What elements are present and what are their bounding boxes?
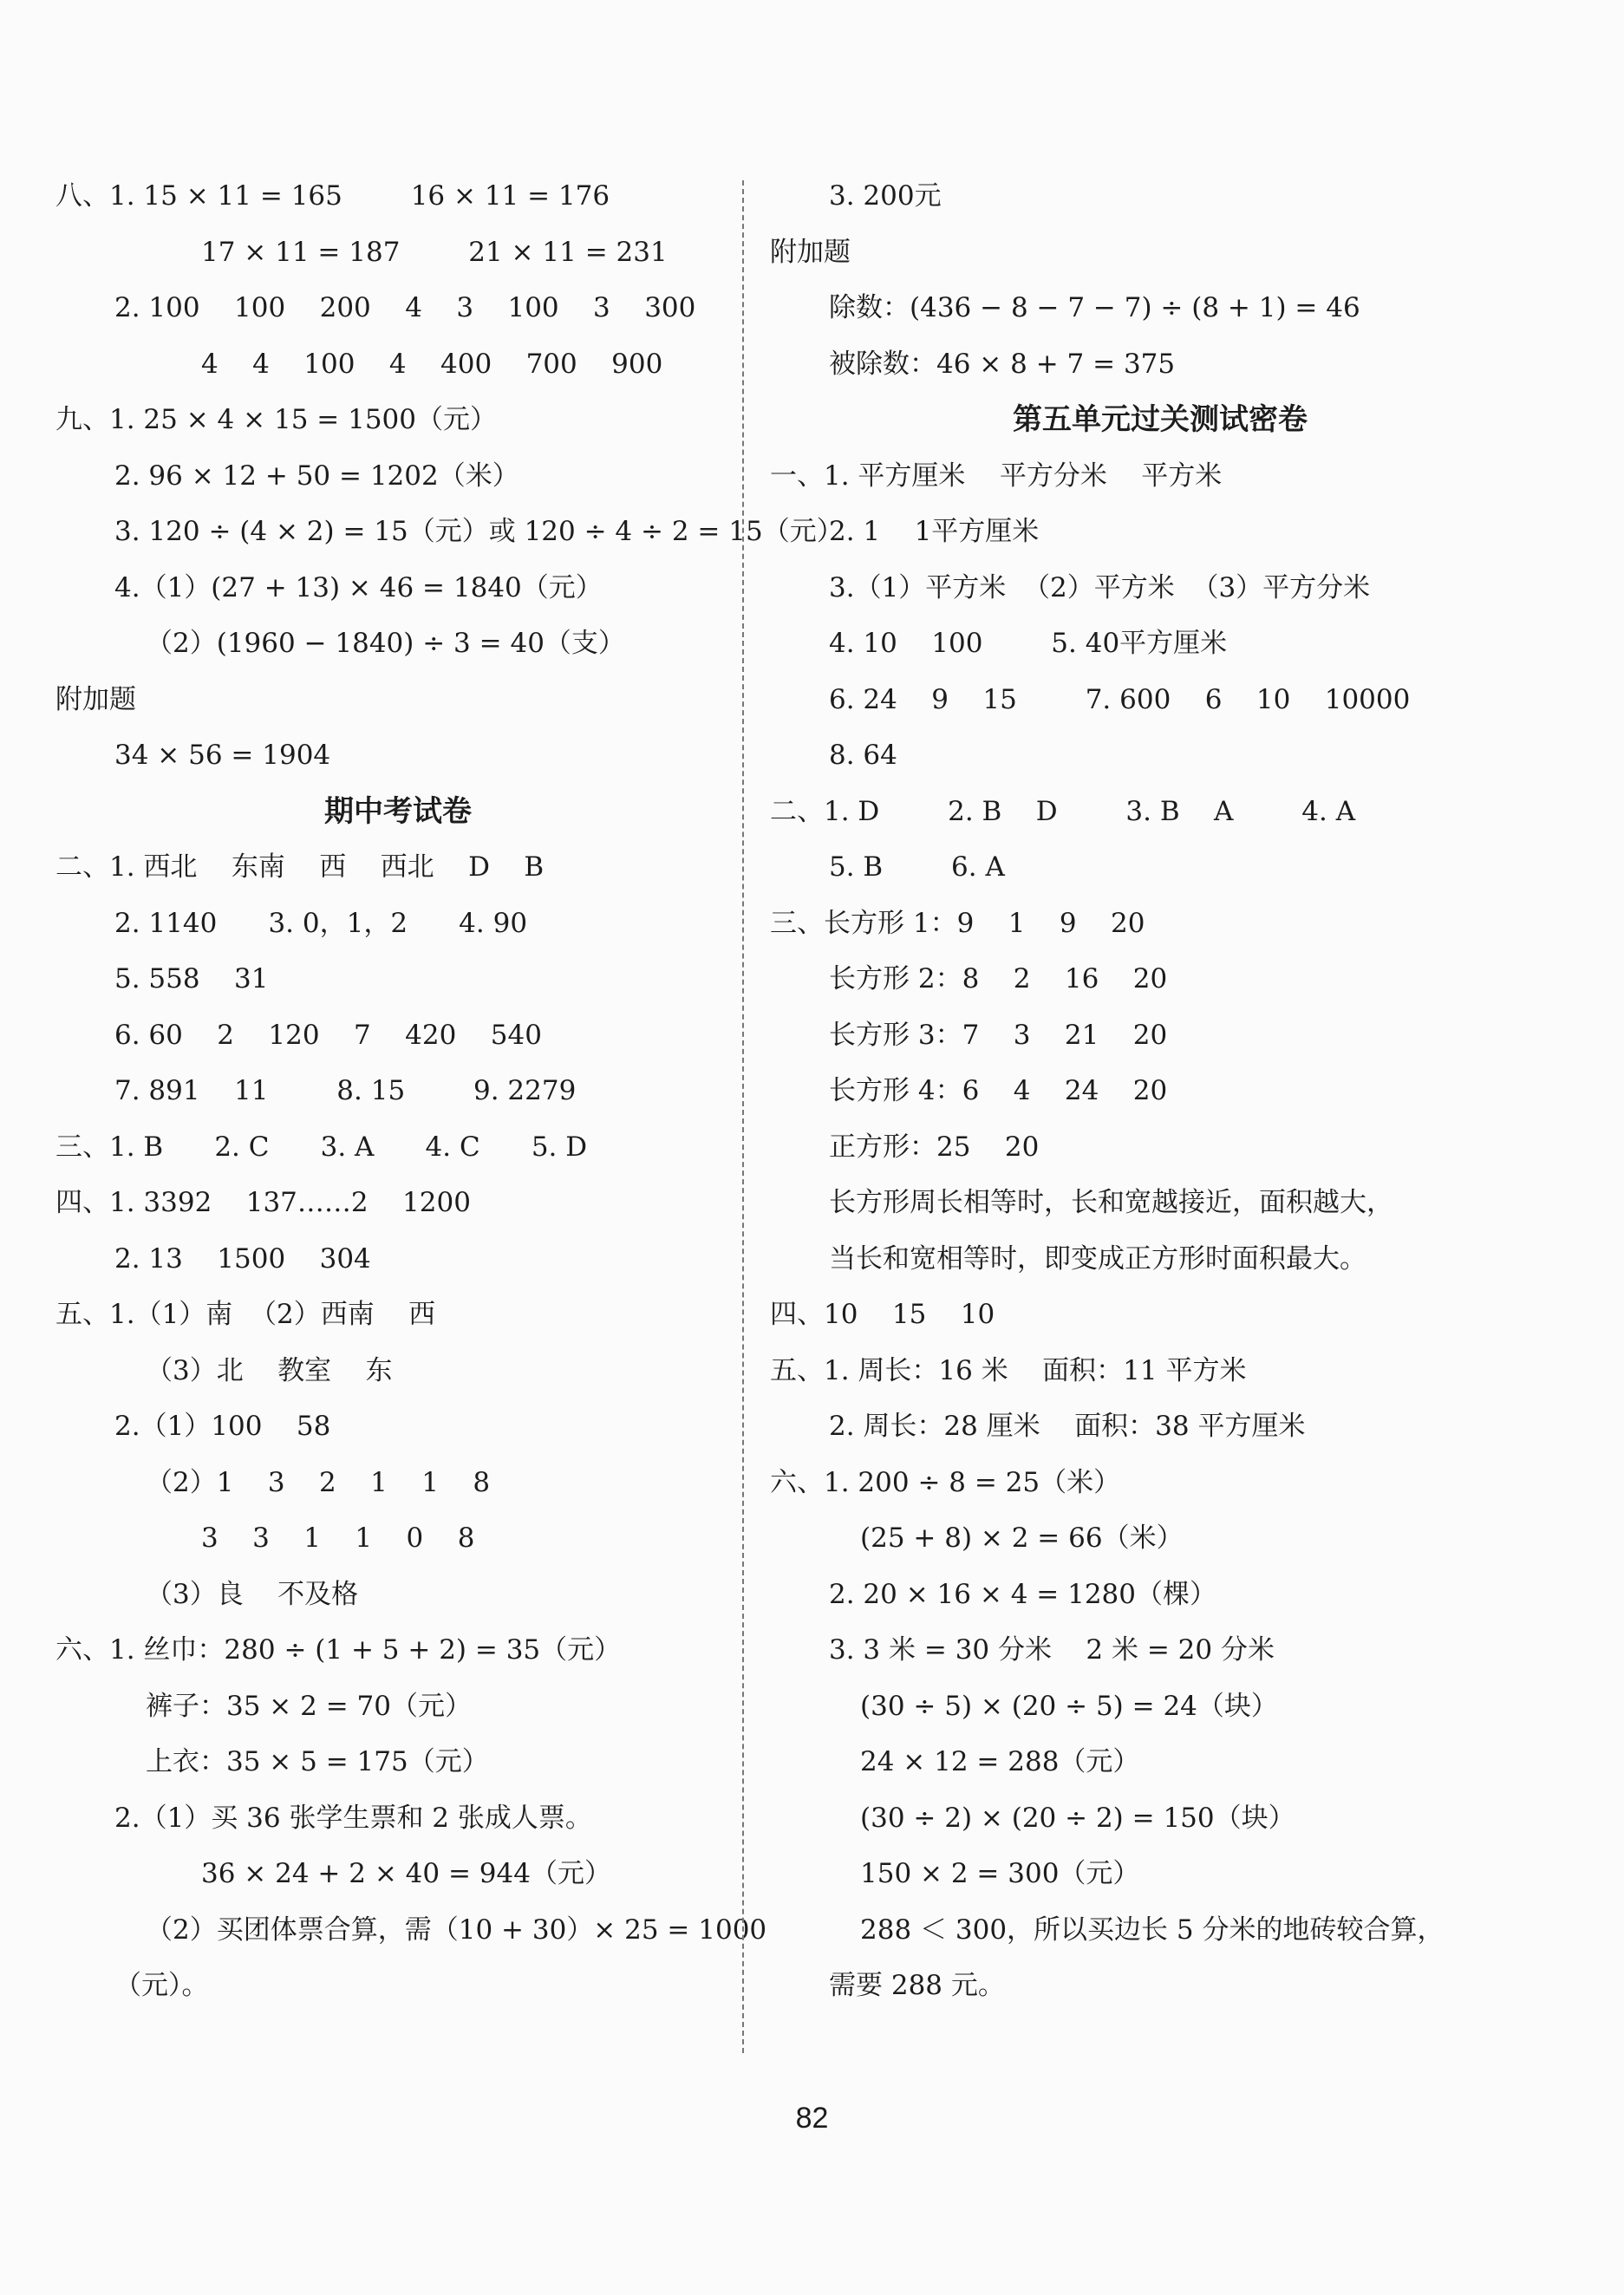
answer-line: 3 3 1 1 0 8 [201,1522,475,1554]
answer-line: 三、长方形 1：9 1 9 20 [770,907,1145,939]
answer-line: 2. 20 × 16 × 4 = 1280（棵） [829,1578,1216,1610]
answer-line: 5. B 6. A [829,851,1005,883]
answer-line: 长方形 3：7 3 21 20 [829,1019,1168,1051]
answer-line: 四、10 15 10 [770,1299,995,1330]
answer-line: （2）1 3 2 1 1 8 [146,1466,491,1498]
answer-line: 需要 288 元。 [829,1970,1005,2001]
answer-line: （3）北 教室 东 [146,1354,393,1386]
answer-line: 4. 10 100 5. 40平方厘米 [829,628,1228,659]
answer-line: 3. 200元 [829,180,942,212]
answer-line: 长方形周长相等时，长和宽越接近，面积越大， [829,1187,1393,1218]
answer-line: (30 ÷ 5) × (20 ÷ 5) = 24（块） [860,1690,1278,1722]
answer-line: 五、1.（1）南 （2）西南 西 [55,1299,436,1330]
answer-line: 附加题 [770,236,851,268]
answer-line: 六、1. 丝巾：280 ÷ (1 + 5 + 2) = 35（元） [55,1634,622,1666]
answer-line: （元）。 [114,1970,209,2001]
answer-line: 二、1. 西北 东南 西 西北 D B [55,851,545,883]
answer-line: 四、1. 3392 137……2 1200 [55,1187,471,1218]
answer-line: 36 × 24 + 2 × 40 = 944（元） [201,1858,611,1889]
answer-line: 3. 120 ÷ (4 × 2) = 15（元）或 120 ÷ 4 ÷ 2 = 15（元） [114,516,844,547]
answer-line: 4.（1）(27 + 13) × 46 = 1840（元） [114,571,603,603]
answer-line: 5. 558 31 [114,963,269,994]
answer-line: 一、1. 平方厘米 平方分米 平方米 [770,460,1223,492]
column-divider [742,180,744,2053]
answer-line: 被除数：46 × 8 + 7 = 375 [829,348,1176,380]
answer-line: （3）良 不及格 [146,1578,359,1610]
answer-line: 2. 1140 3. 0，1，2 4. 90 [114,907,528,939]
answer-line: 2. 1 1平方厘米 [829,516,1040,547]
answer-line: (25 + 8) × 2 = 66（米） [860,1522,1184,1554]
answer-line: 17 × 11 = 187 21 × 11 = 231 [201,236,668,268]
section-title: 第五单元过关测试密卷 [1013,402,1308,437]
answer-line: 除数：(436 − 8 − 7 − 7) ÷ (8 + 1) = 46 [829,292,1360,323]
answer-line: 二、1. D 2. B D 3. B A 4. A [770,795,1356,827]
answer-line: 4 4 100 4 400 700 900 [201,348,663,380]
answer-line: 24 × 12 = 288（元） [860,1746,1140,1777]
answer-line: 长方形 4：6 4 24 20 [829,1075,1168,1106]
answer-line: 附加题 [55,683,136,715]
answer-line: 6. 24 9 15 7. 600 6 10 10000 [829,683,1411,715]
answer-line: 3. 3 米 = 30 分米 2 米 = 20 分米 [829,1634,1275,1666]
answer-line: 当长和宽相等时，即变成正方形时面积最大。 [829,1242,1366,1275]
answer-line: 裤子：35 × 2 = 70（元） [146,1690,472,1722]
answer-line: 7. 891 11 8. 15 9. 2279 [114,1075,577,1106]
answer-line: 2. 100 100 200 4 3 100 3 300 [114,292,696,323]
answer-line: 288 ＜ 300，所以买边长 5 分米的地砖较合算， [860,1914,1445,1946]
answer-line: 2.（1）买 36 张学生票和 2 张成人票。 [114,1802,592,1834]
answer-line: 六、1. 200 ÷ 8 = 25（米） [770,1466,1121,1498]
page-number: 82 [795,2102,829,2135]
answer-line: 2. 13 1500 304 [114,1242,371,1275]
answer-line: 上衣：35 × 5 = 175（元） [146,1746,489,1777]
answer-line: (30 ÷ 2) × (20 ÷ 2) = 150（块） [860,1802,1295,1834]
answer-line: 长方形 2：8 2 16 20 [829,963,1168,994]
answer-line: 150 × 2 = 300（元） [860,1858,1140,1889]
answer-line: （2）买团体票合算，需（10 + 30）× 25 = 1000 [146,1914,767,1946]
right-column [770,168,1550,2014]
answer-line: 3.（1）平方米 （2）平方米 （3）平方分米 [829,571,1371,603]
answer-line: 6. 60 2 120 7 420 540 [114,1019,542,1051]
answer-line: 五、1. 周长：16 米 面积：11 平方米 [770,1354,1247,1386]
section-title: 期中考试卷 [324,793,472,829]
answer-line: （2）(1960 − 1840) ÷ 3 = 40（支） [146,628,625,659]
answer-line: 2. 96 × 12 + 50 = 1202（米） [114,460,519,492]
answer-line: 九、1. 25 × 4 × 15 = 1500（元） [55,404,497,435]
answer-line: 八、1. 15 × 11 = 165 16 × 11 = 176 [55,180,610,212]
left-column [55,168,844,2014]
answer-line: 8. 64 [829,740,897,771]
answer-line: 正方形：25 20 [829,1131,1040,1163]
answer-line: 2.（1）100 58 [114,1411,331,1442]
answer-line: 2. 周长：28 厘米 面积：38 平方厘米 [829,1411,1306,1442]
answer-line: 三、1. B 2. C 3. A 4. C 5. D [55,1131,588,1163]
answer-line: 34 × 56 = 1904 [114,740,331,771]
